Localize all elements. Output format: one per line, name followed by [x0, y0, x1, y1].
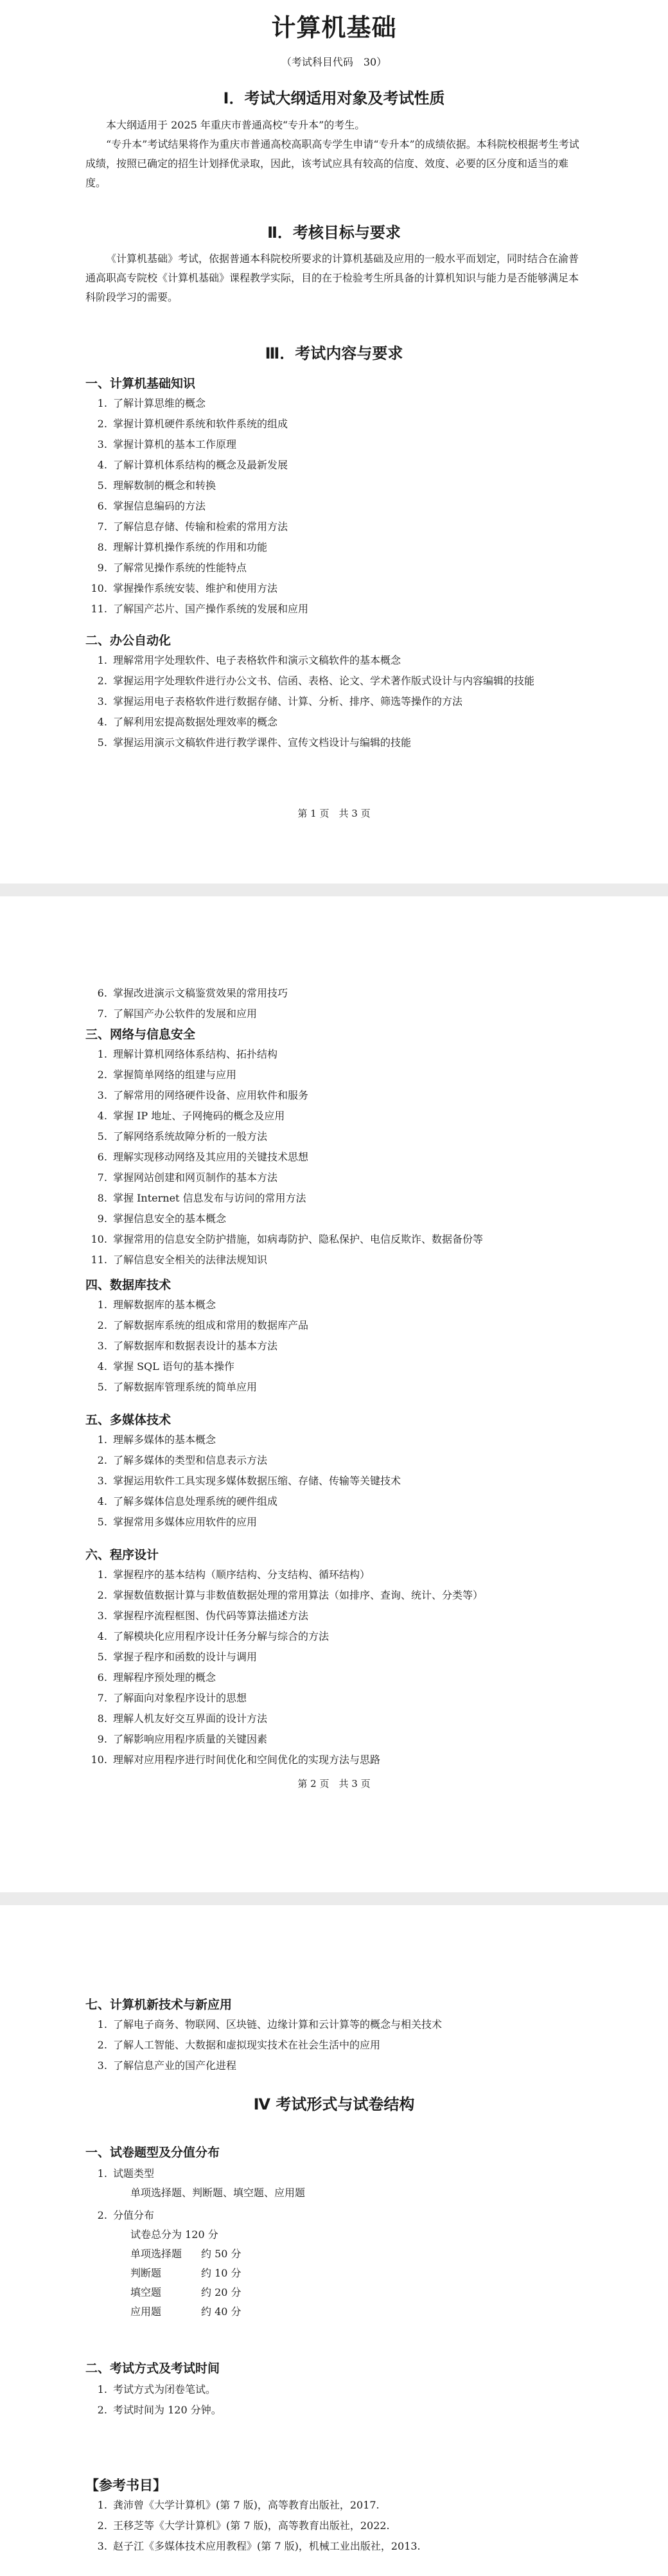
- document-title: 计算机基础: [271, 13, 397, 42]
- score-row: [130, 2302, 242, 2322]
- score-type: 单项选择题: [130, 2248, 182, 2260]
- score-table: [130, 2225, 242, 2322]
- page-1: [0, 0, 668, 884]
- section-3-heading: Ⅲ．考试内容与要求: [265, 344, 403, 362]
- list-item: 6. 掌握信息编码的方法: [110, 496, 599, 517]
- list-item: 8. 理解计算机操作系统的作用和功能: [110, 537, 599, 558]
- group-7-title: 七、计算机新技术与新应用: [85, 1998, 233, 2012]
- section-1-heading: Ⅰ．考试大纲适用对象及考试性质: [223, 89, 445, 107]
- list-item: 1. 掌握程序的基本结构（顺序结构、分支结构、循环结构）: [110, 1565, 599, 1585]
- score-total: 试卷总分为 120 分: [130, 2228, 218, 2241]
- list-item: 2. 分值分布: [110, 2205, 599, 2226]
- list-item: 3. 了解数据库和数据表设计的基本方法: [110, 1336, 599, 1356]
- list-item: 10. 掌握操作系统安装、维护和使用方法: [110, 578, 599, 599]
- question-types: 单项选择题、判断题、填空题、应用题: [130, 2187, 306, 2199]
- list-item: 5. 了解数据库管理系统的简单应用: [110, 1377, 599, 1398]
- list-item: 1. 理解多媒体的基本概念: [110, 1430, 599, 1450]
- list-item: 6. 掌握改进演示文稿鉴赏效果的常用技巧: [110, 983, 599, 1004]
- group-4-title: 四、数据库技术: [85, 1278, 171, 1292]
- list-item: 11. 了解信息安全相关的法律法规知识: [110, 1250, 599, 1270]
- list-item: 1. 理解计算机网络体系结构、拓扑结构: [110, 1044, 599, 1065]
- list-item: 4. 了解利用宏提高数据处理效率的概念: [110, 712, 599, 733]
- list-item: 4. 了解计算机体系结构的概念及最新发展: [110, 455, 599, 475]
- list-item: 3. 掌握计算机的基本工作原理: [110, 434, 599, 455]
- list-item: 9. 掌握信息安全的基本概念: [110, 1209, 599, 1229]
- section-2-heading: Ⅱ．考核目标与要求: [267, 224, 401, 242]
- list-item: 5. 了解网络系统故障分析的一般方法: [110, 1126, 599, 1147]
- group-5-title: 五、多媒体技术: [85, 1413, 171, 1427]
- group-3-list: [96, 1044, 599, 1270]
- list-item: 1. 了解计算思维的概念: [110, 393, 599, 414]
- list-item: 7. 掌握网站创建和网页制作的基本方法: [110, 1168, 599, 1188]
- list-item: 4. 了解多媒体信息处理系统的硬件组成: [110, 1491, 599, 1512]
- list-item: 5. 掌握常用多媒体应用软件的应用: [110, 1512, 599, 1532]
- list-item: 2. 了解人工智能、大数据和虚拟现实技术在社会生活中的应用: [110, 2035, 599, 2056]
- score-value: 约 20 分: [201, 2286, 242, 2298]
- score-value: 约 50 分: [201, 2248, 242, 2260]
- page-footer-2: 第 2 页 共 3 页: [297, 1778, 371, 1790]
- list-item: 10. 理解对应用程序进行时间优化和空间优化的实现方法与思路: [110, 1750, 599, 1770]
- list-item: 5. 掌握运用演示文稿软件进行教学课件、宣传文档设计与编辑的技能: [110, 733, 599, 753]
- score-row: [130, 2283, 242, 2302]
- section-1-para-1: 本大纲适用于 2025 年重庆市普通高校“专升本”的考生。: [106, 119, 365, 131]
- subject-code: （考试科目代码 30）: [281, 56, 387, 68]
- list-item: 3. 掌握运用软件工具实现多媒体数据压缩、存储、传输等关键技术: [110, 1471, 599, 1491]
- list-item: 8. 理解人机友好交互界面的设计方法: [110, 1709, 599, 1729]
- reference-item: 3. 赵子江《多媒体技术应用教程》(第 7 版)，机械工业出版社，2013.: [110, 2536, 599, 2557]
- list-item: 1. 考试方式为闭卷笔试。: [110, 2379, 599, 2400]
- list-item: 3. 了解常用的网络硬件设备、应用软件和服务: [110, 1085, 599, 1106]
- group-2-title: 二、办公自动化: [85, 634, 171, 648]
- group-7-list: [96, 2014, 599, 2076]
- list-item: 7. 了解国产办公软件的发展和应用: [110, 1004, 599, 1024]
- list-item: 2. 掌握计算机硬件系统和软件系统的组成: [110, 414, 599, 434]
- score-value: 约 40 分: [201, 2305, 242, 2318]
- score-type: 应用题: [130, 2305, 162, 2318]
- list-item: 6. 理解实现移动网络及其应用的关键技术思想: [110, 1147, 599, 1168]
- list-item: 3. 掌握程序流程框图、伪代码等算法描述方法: [110, 1606, 599, 1626]
- list-item: 11. 了解国产芯片、国产操作系统的发展和应用: [110, 599, 599, 619]
- references-list: [96, 2495, 599, 2557]
- list-item: 7. 了解信息存储、传输和检索的常用方法: [110, 517, 599, 537]
- exam-method-list: [96, 2379, 599, 2421]
- list-item: 1. 理解常用字处理软件、电子表格软件和演示文稿软件的基本概念: [110, 650, 599, 671]
- list-item: 3. 了解信息产业的国产化进程: [110, 2056, 599, 2076]
- references-title: 【参考书目】: [85, 2478, 166, 2493]
- list-item: 1. 了解电子商务、物联网、区块链、边缘计算和云计算等的概念与相关技术: [110, 2014, 599, 2035]
- page-2: [0, 896, 668, 1892]
- list-item: 9. 了解影响应用程序质量的关键因素: [110, 1729, 599, 1750]
- list-item: 8. 掌握 Internet 信息发布与访问的常用方法: [110, 1188, 599, 1209]
- list-item: 2. 掌握运用字处理软件进行办公文书、信函、表格、论文、学术著作版式设计与内容编辑的技能: [110, 671, 599, 691]
- score-row: [130, 2264, 242, 2283]
- section-1-para-2: “专升本”考试结果将作为重庆市普通高校高职高专学生申请“专升本”的成绩依据。本科院校根据考生考试成绩，按照已确定的招生计划择优录取，因此，该考试应具有较高的信度、效度、必要的区分度和适当的难度。: [85, 138, 579, 189]
- list-item: 1. 试题类型: [110, 2163, 599, 2184]
- list-item: 1. 理解数据库的基本概念: [110, 1295, 599, 1315]
- group-3-title: 三、网络与信息安全: [85, 1027, 196, 1042]
- section-2-para: 《计算机基础》考试，依据普通本科院校所要求的计算机基础及应用的一般水平而划定，同时结合在渝普通高职高专院校《计算机基础》课程教学实际，目的在于检验考生所具备的计算机知识与能力是否能够满足本科阶段学习的需要。: [85, 253, 579, 303]
- group-5-list: [96, 1430, 599, 1532]
- list-item: 6. 理解程序预处理的概念: [110, 1667, 599, 1688]
- list-item: 3. 掌握运用电子表格软件进行数据存储、计算、分析、排序、筛选等操作的方法: [110, 691, 599, 712]
- reference-item: 2. 王移芝等《大学计算机》(第 7 版)，高等教育出版社，2022.: [110, 2516, 599, 2536]
- exam-structure-item-1: [96, 2163, 599, 2184]
- group-1-list: [96, 393, 599, 619]
- list-item: 5. 理解数制的概念和转换: [110, 475, 599, 496]
- list-item: 7. 了解面向对象程序设计的思想: [110, 1688, 599, 1709]
- list-item: 5. 掌握子程序和函数的设计与调用: [110, 1647, 599, 1667]
- page-footer-1: 第 1 页 共 3 页: [297, 808, 371, 819]
- exam-structure-title: 一、试卷题型及分值分布: [85, 2145, 220, 2160]
- section-4-heading: Ⅳ 考试形式与试卷结构: [253, 2095, 415, 2113]
- group-2-list-part-1: [96, 650, 599, 753]
- score-value: 约 10 分: [201, 2267, 242, 2279]
- list-item: 4. 掌握 SQL 语句的基本操作: [110, 1356, 599, 1377]
- list-item: 2. 掌握数值数据计算与非数值数据处理的常用算法（如排序、查询、统计、分类等）: [110, 1585, 599, 1606]
- score-type: 填空题: [130, 2286, 162, 2298]
- list-item: 9. 了解常见操作系统的性能特点: [110, 558, 599, 578]
- list-item: 2. 了解数据库系统的组成和常用的数据库产品: [110, 1315, 599, 1336]
- page-3: [0, 1905, 668, 2576]
- exam-structure-item-2: [96, 2205, 599, 2226]
- list-item: 4. 掌握 IP 地址、子网掩码的概念及应用: [110, 1106, 599, 1126]
- score-type: 判断题: [130, 2267, 162, 2279]
- group-2-list-part-2: [96, 983, 599, 1024]
- group-6-title: 六、程序设计: [85, 1548, 159, 1562]
- list-item: 10. 掌握常用的信息安全防护措施，如病毒防护、隐私保护、电信反欺诈、数据备份等: [110, 1229, 599, 1250]
- group-6-list: [96, 1565, 599, 1770]
- group-4-list: [96, 1295, 599, 1398]
- list-item: 2. 考试时间为 120 分钟。: [110, 2400, 599, 2421]
- score-row: [130, 2244, 242, 2264]
- list-item: 2. 了解多媒体的类型和信息表示方法: [110, 1450, 599, 1471]
- reference-item: 1. 龚沛曾《大学计算机》(第 7 版)，高等教育出版社，2017.: [110, 2495, 599, 2516]
- list-item: 2. 掌握简单网络的组建与应用: [110, 1065, 599, 1085]
- group-1-title: 一、计算机基础知识: [85, 377, 196, 391]
- list-item: 4. 了解模块化应用程序设计任务分解与综合的方法: [110, 1626, 599, 1647]
- exam-method-title: 二、考试方式及考试时间: [85, 2361, 220, 2376]
